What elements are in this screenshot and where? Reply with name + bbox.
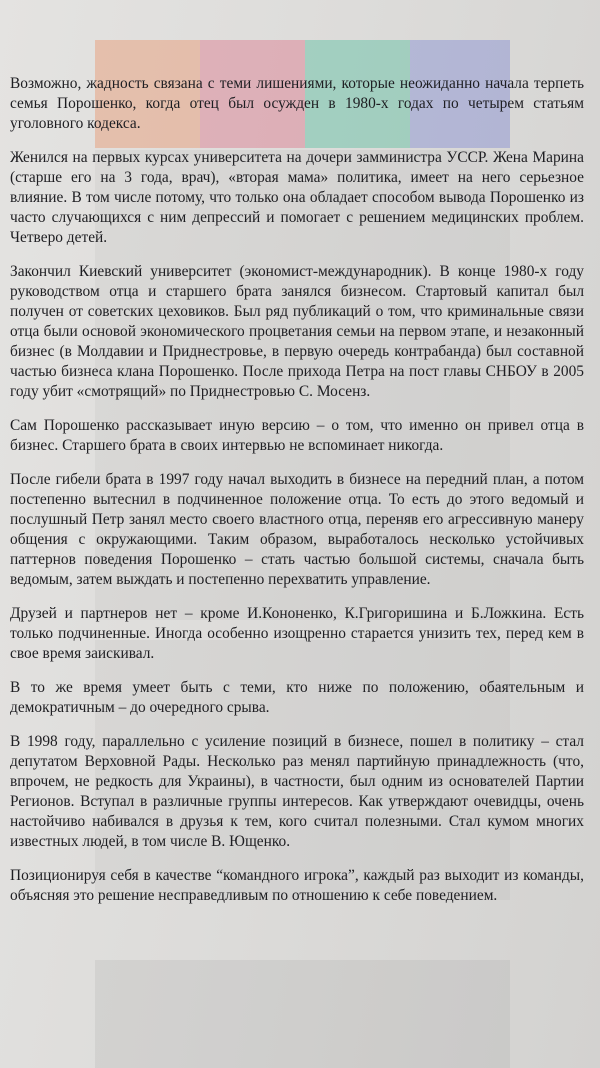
paragraph: Друзей и партнеров нет – кроме И.Кононенко, К.Григоришина и Б.Ложкина. Есть только подчиненные. Иногда особенно изощренно старается унизить тех, перед кем в свое время заискивал. <box>10 605 584 662</box>
paragraph: Возможно, жадность связана с теми лишениями, которые неожиданно начала терпеть семья Порошенко, когда отец был осужден в 1980-х годах по четырем статьям уголовного кодекса. <box>10 75 584 132</box>
paragraph: После гибели брата в 1997 году начал выходить в бизнесе на передний план, а потом постепенно вытеснил в подчиненное положение отца. То есть до этого ведомый и послушный Петр занял место своего властного отца, переняв его агрессивную манеру общения с окружающими. Таким образом, выработалось несколько устойчивых паттернов поведения Порошенко – стать частью большой системы, сначала быть ведомым, затем выждать и постепенно перехватить управление. <box>10 471 584 588</box>
paragraph: Сам Порошенко рассказывает иную версию – о том, что именно он привел отца в бизнес. Старшего брата в своих интервью не вспоминает никогда. <box>10 417 584 454</box>
paragraph: Закончил Киевский университет (экономист-международник). В конце 1980-х году руководством отца и старшего брата занялся бизнесом. Стартовый капитал был получен от советских цеховиков. Был ряд публикаций о том, что криминальные связи отца были основой экономического процветания семьи на первом этапе, и незаконный бизнес (в Молдавии и Приднестровье, в первую очередь контрабанда) был составной частью бизнеса клана Порошенко. После прихода Петра на пост главы СНБОУ в 2005 году убит «смотрящий» по Приднестровью С. Мосенз. <box>10 263 584 400</box>
paragraph: В 1998 году, параллельно с усиление позиций в бизнесе, пошел в политику – стал депутатом Верховной Рады. Несколько раз менял партийную принадлежность (что, впрочем, не редкость для Украины), в частности, был одним из основателей Партии Регионов. Вступал в различные группы интересов. Как утверждают очевидцы, очень настойчиво набивался в друзья к тем, кого считал полезными. Стал кумом многих известных людей, в том числе В. Ющенко. <box>10 733 584 850</box>
paragraph: В то же время умеет быть с теми, кто ниже по положению, обаятельным и демократичным – до очередного срыва. <box>10 679 584 716</box>
watermark-shape <box>95 960 510 1068</box>
paragraph: Позиционируя себя в качестве “командного игрока”, каждый раз выходит из команды, объясняя это решение несправедливым по отношению к себе поведением. <box>10 867 584 904</box>
document-text <box>10 74 584 920</box>
paragraph: Женился на первых курсах университета на дочери замминистра УССР. Жена Марина (старше его на 3 года, врач), «вторая мама» политика, имеет на него серьезное влияние. В том числе потому, что только она обладает способом вывода Порошенко из часто случающихся с ним депрессий и помогает с решением медицинских проблем. Четверо детей. <box>10 149 584 246</box>
